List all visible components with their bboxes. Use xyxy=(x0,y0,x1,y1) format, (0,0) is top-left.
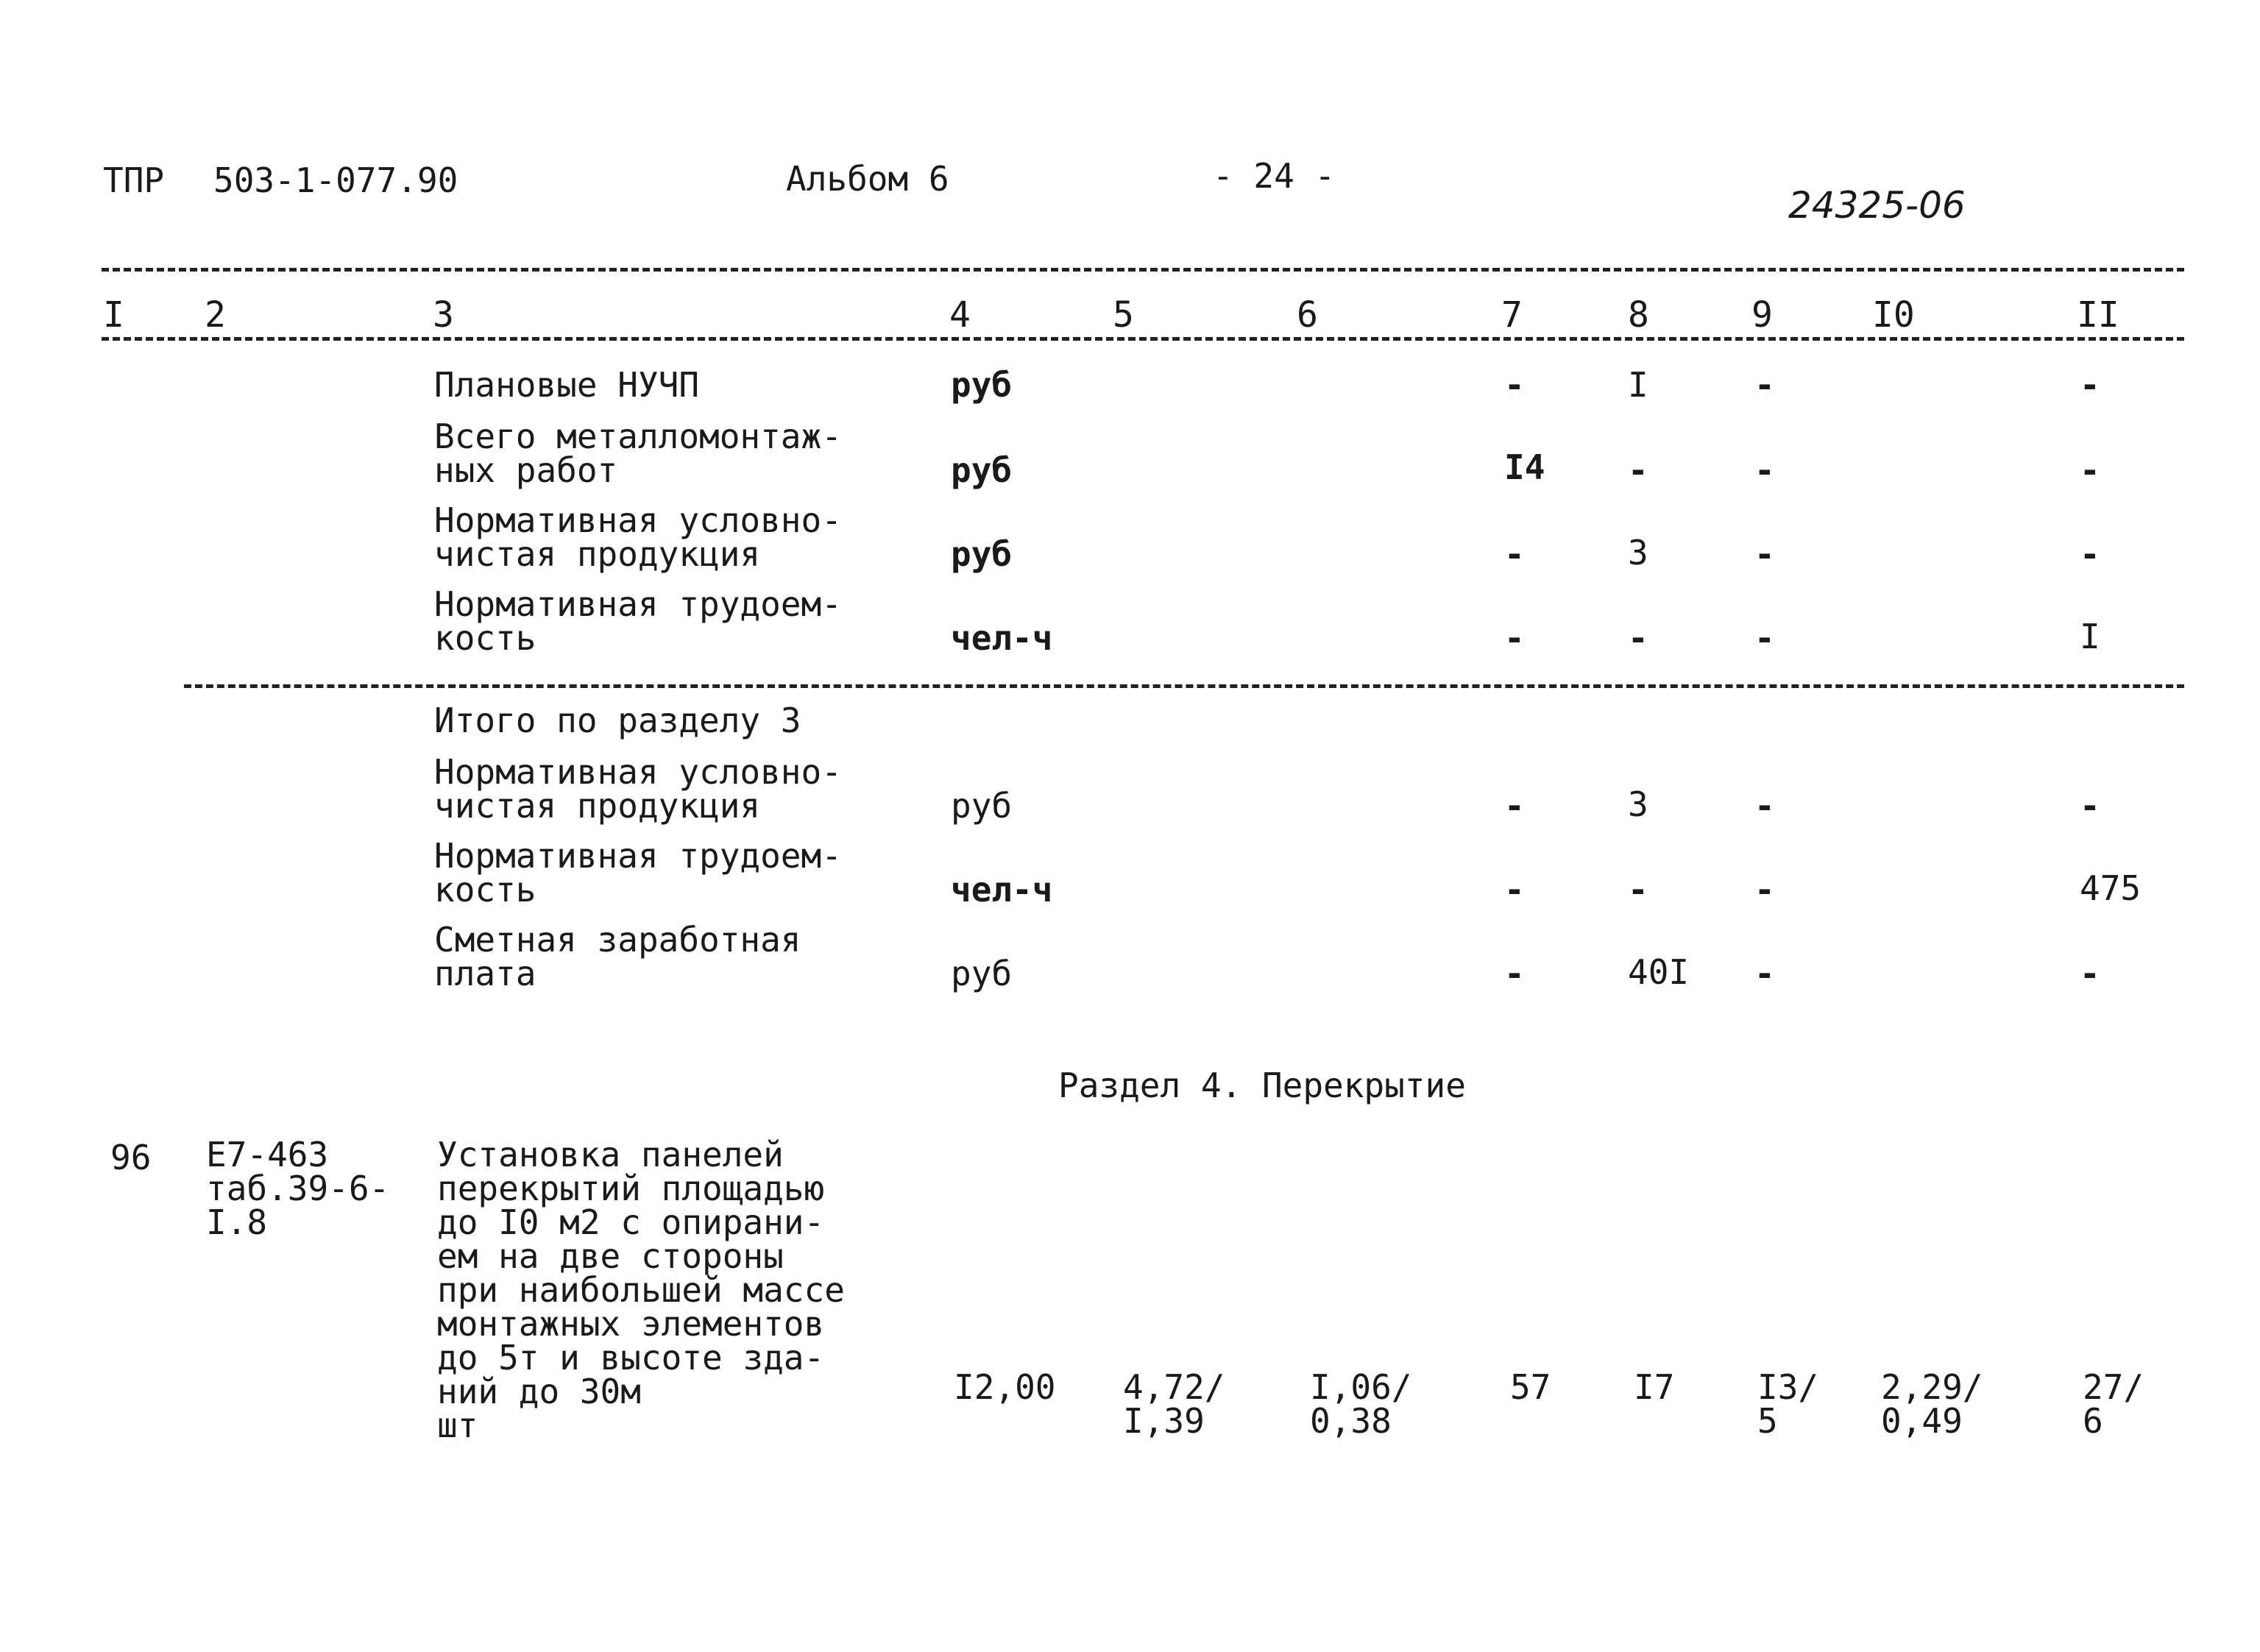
row-col8: 40I xyxy=(1628,952,1690,992)
row-col11: - xyxy=(2080,365,2100,405)
row-col7: - xyxy=(1504,954,1525,993)
entry-col7: 57 xyxy=(1510,1367,1551,1407)
row-col9: - xyxy=(1754,450,1775,490)
row-unit: чел-ч xyxy=(951,618,1053,658)
row-col7: - xyxy=(1504,870,1525,910)
row-unit: чел-ч xyxy=(951,870,1053,910)
header-rule-top xyxy=(102,268,2184,272)
column-number-11: II xyxy=(2077,294,2119,336)
row-col8: 3 xyxy=(1628,533,1648,572)
row-unit: руб xyxy=(951,786,1013,826)
row-unit: руб xyxy=(951,954,1013,993)
row-col7: - xyxy=(1504,534,1525,574)
row-col11: I xyxy=(2080,617,2100,656)
row-col11: - xyxy=(2080,450,2100,490)
row-col9: - xyxy=(1754,870,1775,910)
column-number-9: 9 xyxy=(1751,294,1773,336)
row-col9: - xyxy=(1754,365,1775,405)
row-name: Всего металломонтаж- ных работ xyxy=(434,416,842,490)
entry-col10: 2,29/ 0,49 xyxy=(1881,1367,1983,1441)
column-number-7: 7 xyxy=(1501,294,1523,336)
entry-col9: I3/ 5 xyxy=(1757,1367,1819,1441)
row-name: Нормативная трудоем- кость xyxy=(434,836,842,910)
column-number-8: 8 xyxy=(1628,294,1649,336)
entry-col5: 4,72/ I,39 xyxy=(1123,1367,1225,1441)
row-col8: - xyxy=(1628,618,1648,658)
row-unit: руб xyxy=(951,534,1013,574)
column-number-2: 2 xyxy=(205,294,226,336)
row-name: Нормативная трудоем- кость xyxy=(434,584,842,658)
row-col11: - xyxy=(2080,954,2100,993)
subtotal-rule xyxy=(184,684,2184,688)
row-name: Нормативная условно- чистая продукция xyxy=(434,500,842,574)
column-number-10: I0 xyxy=(1872,294,1915,336)
row-col8: I xyxy=(1628,365,1648,405)
entry-col4: I2,00 xyxy=(954,1367,1056,1407)
entry-code: Е7-463 таб.39-6- I.8 xyxy=(206,1135,390,1242)
entry-col8: I7 xyxy=(1634,1367,1675,1407)
row-col7: I4 xyxy=(1504,447,1545,487)
row-col9: - xyxy=(1754,954,1775,993)
column-number-6: 6 xyxy=(1297,294,1318,336)
row-col8: - xyxy=(1628,870,1648,910)
header-rule-bottom xyxy=(102,337,2184,341)
row-col11: 475 xyxy=(2080,868,2142,908)
document-number: 24325-06 xyxy=(1788,184,1966,227)
row-col9: - xyxy=(1754,534,1775,574)
project-code: 503-1-077.90 xyxy=(213,160,458,200)
column-number-5: 5 xyxy=(1113,294,1134,336)
row-col8: - xyxy=(1628,450,1648,490)
row-col7: - xyxy=(1504,786,1525,826)
row-unit: руб xyxy=(951,450,1013,490)
entry-description: Установка панелей перекрытий площадью до I0 м2 с опирани- ем на две стороны при наибольшей массе монтажных элементов до 5т и высоте зда- ний до 30м шт xyxy=(437,1135,845,1445)
row-col11: - xyxy=(2080,534,2100,574)
column-number-1: I xyxy=(103,294,124,336)
series-label: ТПР xyxy=(103,160,165,200)
row-name: Плановые НУЧП xyxy=(434,365,700,405)
row-col7: - xyxy=(1504,618,1525,658)
row-col7: - xyxy=(1504,365,1525,405)
column-number-3: 3 xyxy=(433,294,454,336)
row-col11: - xyxy=(2080,786,2100,826)
row-col8: 3 xyxy=(1628,784,1648,824)
row-name: Сметная заработная плата xyxy=(434,920,801,993)
row-col9: - xyxy=(1754,786,1775,826)
row-name: Нормативная условно- чистая продукция xyxy=(434,752,842,826)
entry-col11: 27/ 6 xyxy=(2083,1367,2144,1441)
row-unit: руб xyxy=(951,365,1013,405)
album-label: Альбом 6 xyxy=(786,159,949,199)
entry-col6: I,06/ 0,38 xyxy=(1310,1367,1412,1441)
column-number-4: 4 xyxy=(949,294,971,336)
row-col9: - xyxy=(1754,618,1775,658)
page-number: - 24 - xyxy=(1213,156,1336,196)
section-title: Раздел 4. Перекрытие xyxy=(1058,1066,1466,1105)
entry-number: 96 xyxy=(110,1138,152,1177)
subtotal-title: Итого по разделу 3 xyxy=(434,701,801,740)
